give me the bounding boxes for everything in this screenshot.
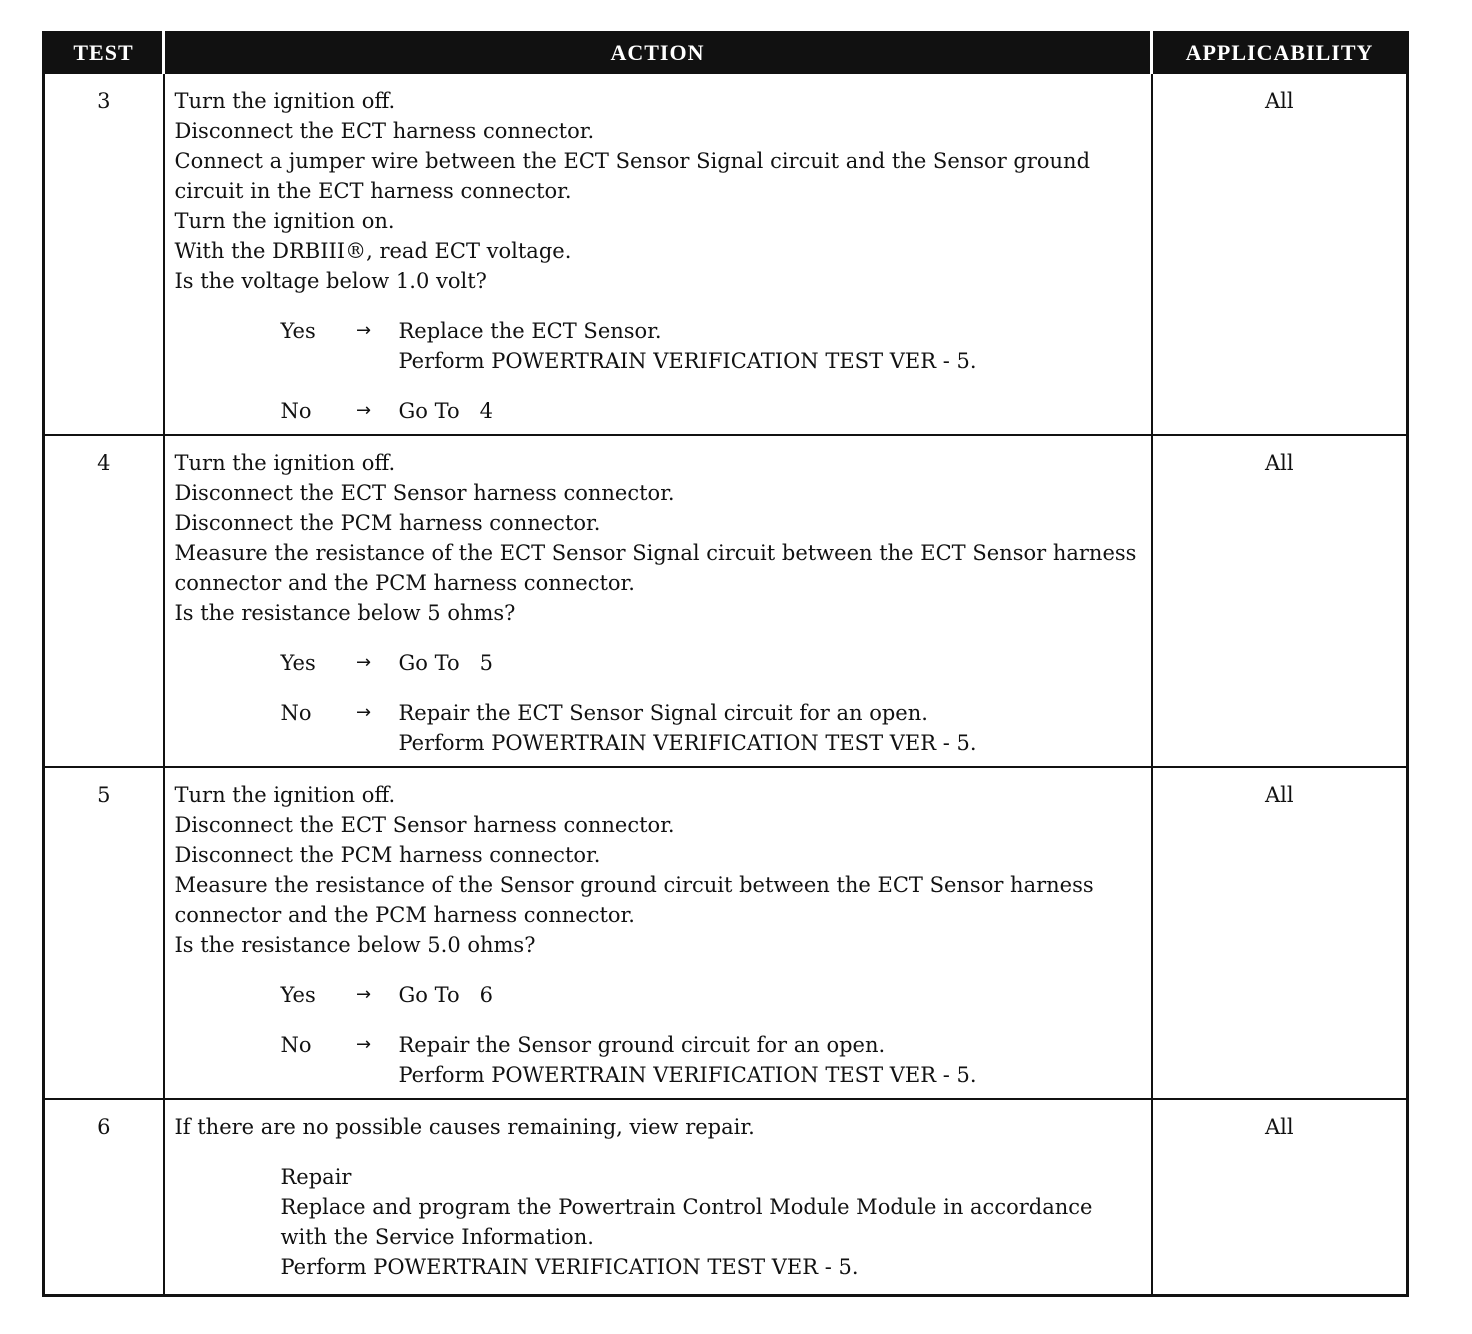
action-step: Turn the ignition off. bbox=[174, 782, 396, 807]
action-step: Turn the ignition off. bbox=[174, 88, 396, 113]
action-step: Connect a jumper wire between the ECT Sensor Signal circuit and the Sensor ground circuit in the ECT harness connector. bbox=[174, 148, 1091, 203]
arrow-right-icon: → bbox=[355, 1033, 372, 1055]
applicability-value: All bbox=[1152, 1099, 1408, 1296]
action-step: If there are no possible causes remaining, view repair. bbox=[174, 1114, 755, 1139]
action-step: Disconnect the PCM harness connector. bbox=[174, 510, 601, 535]
table-header-row bbox=[44, 33, 1408, 73]
action-cell bbox=[164, 435, 1152, 767]
table-row-test-4 bbox=[44, 435, 1408, 767]
no-result bbox=[399, 698, 977, 758]
yes-label: Yes bbox=[280, 318, 316, 343]
no-outcome bbox=[281, 698, 1143, 758]
action-cell bbox=[164, 1099, 1152, 1296]
result-line: Go To 6 bbox=[398, 982, 493, 1007]
arrow-right-icon: → bbox=[355, 983, 372, 1005]
result-line: Perform POWERTRAIN VERIFICATION TEST VER - 5. bbox=[398, 348, 977, 373]
test-number: 6 bbox=[44, 1099, 164, 1296]
action-step: Turn the ignition on. bbox=[174, 208, 395, 233]
repair-instructions bbox=[281, 1192, 1143, 1282]
action-cell bbox=[164, 767, 1152, 1099]
no-outcome bbox=[281, 1030, 1143, 1090]
action-step: Disconnect the ECT Sensor harness connector. bbox=[174, 812, 675, 837]
no-outcome bbox=[281, 396, 1143, 426]
arrow-right-icon: → bbox=[355, 319, 372, 341]
yes-outcome bbox=[281, 980, 1143, 1010]
repair-line: Perform POWERTRAIN VERIFICATION TEST VER - 5. bbox=[280, 1254, 859, 1279]
header-action: ACTION bbox=[164, 33, 1152, 73]
diagnostic-test-table bbox=[42, 31, 1409, 1297]
result-line: Go To 4 bbox=[398, 398, 493, 423]
yes-result bbox=[399, 316, 977, 376]
action-step: Turn the ignition off. bbox=[174, 450, 396, 475]
action-step: Is the resistance below 5 ohms? bbox=[174, 600, 516, 625]
action-step: Is the resistance below 5.0 ohms? bbox=[174, 932, 536, 957]
result-line: Perform POWERTRAIN VERIFICATION TEST VER - 5. bbox=[398, 730, 977, 755]
result-line: Repair the ECT Sensor Signal circuit for an open. bbox=[398, 700, 928, 725]
no-result bbox=[399, 396, 494, 426]
action-step: Disconnect the ECT Sensor harness connector. bbox=[174, 480, 675, 505]
result-line: Go To 5 bbox=[398, 650, 493, 675]
header-test: TEST bbox=[44, 33, 164, 73]
action-step: With the DRBIII®, read ECT voltage. bbox=[174, 238, 572, 263]
yes-result bbox=[399, 980, 494, 1010]
applicability-value: All bbox=[1152, 767, 1408, 1099]
applicability-value: All bbox=[1152, 435, 1408, 767]
no-result bbox=[399, 1030, 977, 1090]
result-line: Perform POWERTRAIN VERIFICATION TEST VER - 5. bbox=[398, 1062, 977, 1087]
action-step: Is the voltage below 1.0 volt? bbox=[174, 268, 487, 293]
no-label: No bbox=[280, 700, 312, 725]
no-label: No bbox=[280, 398, 312, 423]
repair-line: Replace and program the Powertrain Control Module Module in accordance with the Service Information. bbox=[280, 1194, 1093, 1249]
action-step: Measure the resistance of the ECT Sensor Signal circuit between the ECT Sensor harness connector and the PCM harness connector. bbox=[174, 540, 1137, 595]
table-row-test-5 bbox=[44, 767, 1408, 1099]
test-number: 4 bbox=[44, 435, 164, 767]
action-cell bbox=[164, 73, 1152, 435]
test-number: 3 bbox=[44, 73, 164, 435]
action-step: Measure the resistance of the Sensor ground circuit between the ECT Sensor harness connector and the PCM harness connector. bbox=[174, 872, 1094, 927]
header-applicability: APPLICABILITY bbox=[1152, 33, 1408, 73]
yes-label: Yes bbox=[280, 650, 316, 675]
yes-result bbox=[399, 648, 494, 678]
applicability-value: All bbox=[1152, 73, 1408, 435]
result-line: Replace the ECT Sensor. bbox=[398, 318, 662, 343]
yes-outcome bbox=[281, 316, 1143, 376]
arrow-right-icon: → bbox=[355, 701, 372, 723]
yes-outcome bbox=[281, 648, 1143, 678]
yes-label: Yes bbox=[280, 982, 316, 1007]
no-label: No bbox=[280, 1032, 312, 1057]
arrow-right-icon: → bbox=[355, 399, 372, 421]
table-row-test-6 bbox=[44, 1099, 1408, 1296]
result-line: Repair the Sensor ground circuit for an open. bbox=[398, 1032, 886, 1057]
table-row-test-3 bbox=[44, 73, 1408, 435]
arrow-right-icon: → bbox=[355, 651, 372, 673]
action-step: Disconnect the PCM harness connector. bbox=[174, 842, 601, 867]
repair-label: Repair bbox=[280, 1164, 352, 1189]
action-step: Disconnect the ECT harness connector. bbox=[174, 118, 595, 143]
test-number: 5 bbox=[44, 767, 164, 1099]
